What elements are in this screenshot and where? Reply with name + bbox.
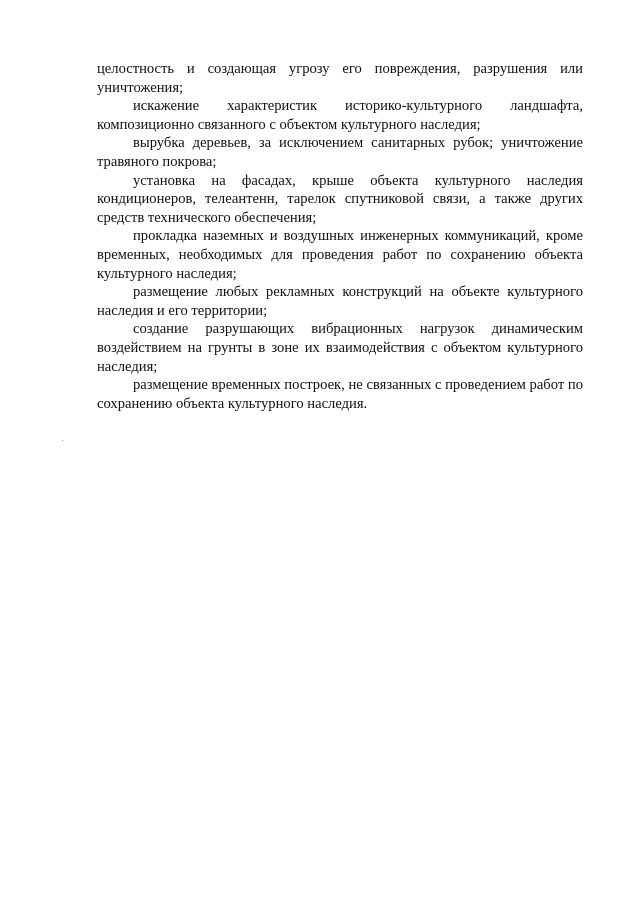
document-body xyxy=(97,60,583,413)
paragraph-landscape-distortion: искажение характеристик историко-культурного ландшафта, композиционно связанного с объектом культурного наследия; xyxy=(97,98,583,133)
paragraph-tree-felling: вырубка деревьев, за исключением санитарных рубок; уничтожение травяного покрова; xyxy=(97,135,583,170)
paragraph-advertising: размещение любых рекламных конструкций на объекте культурного наследия и его территории; xyxy=(97,284,583,319)
paragraph-vibration-loads: создание разрушающих вибрационных нагрузок динамическим воздействием на грунты в зоне их взаимодействия с объектом культурного наследия; xyxy=(97,321,583,375)
paragraph-continuation: целостность и создающая угрозу его повреждения, разрушения или уничтожения; xyxy=(97,61,583,96)
paragraph-temporary-buildings: размещение временных построек, не связанных с проведением работ по сохранению объекта культурного наследия. xyxy=(97,377,583,412)
paragraph-utility-lines: прокладка наземных и воздушных инженерных коммуникаций, кроме временных, необходимых для проведения работ по сохранению объекта культурного наследия; xyxy=(97,228,583,282)
scan-speck xyxy=(62,440,63,441)
paragraph-facade-equipment: установка на фасадах, крыше объекта культурного наследия кондиционеров, телеантенн, тарелок спутниковой связи, а также других средств технического обеспечения; xyxy=(97,172,583,226)
